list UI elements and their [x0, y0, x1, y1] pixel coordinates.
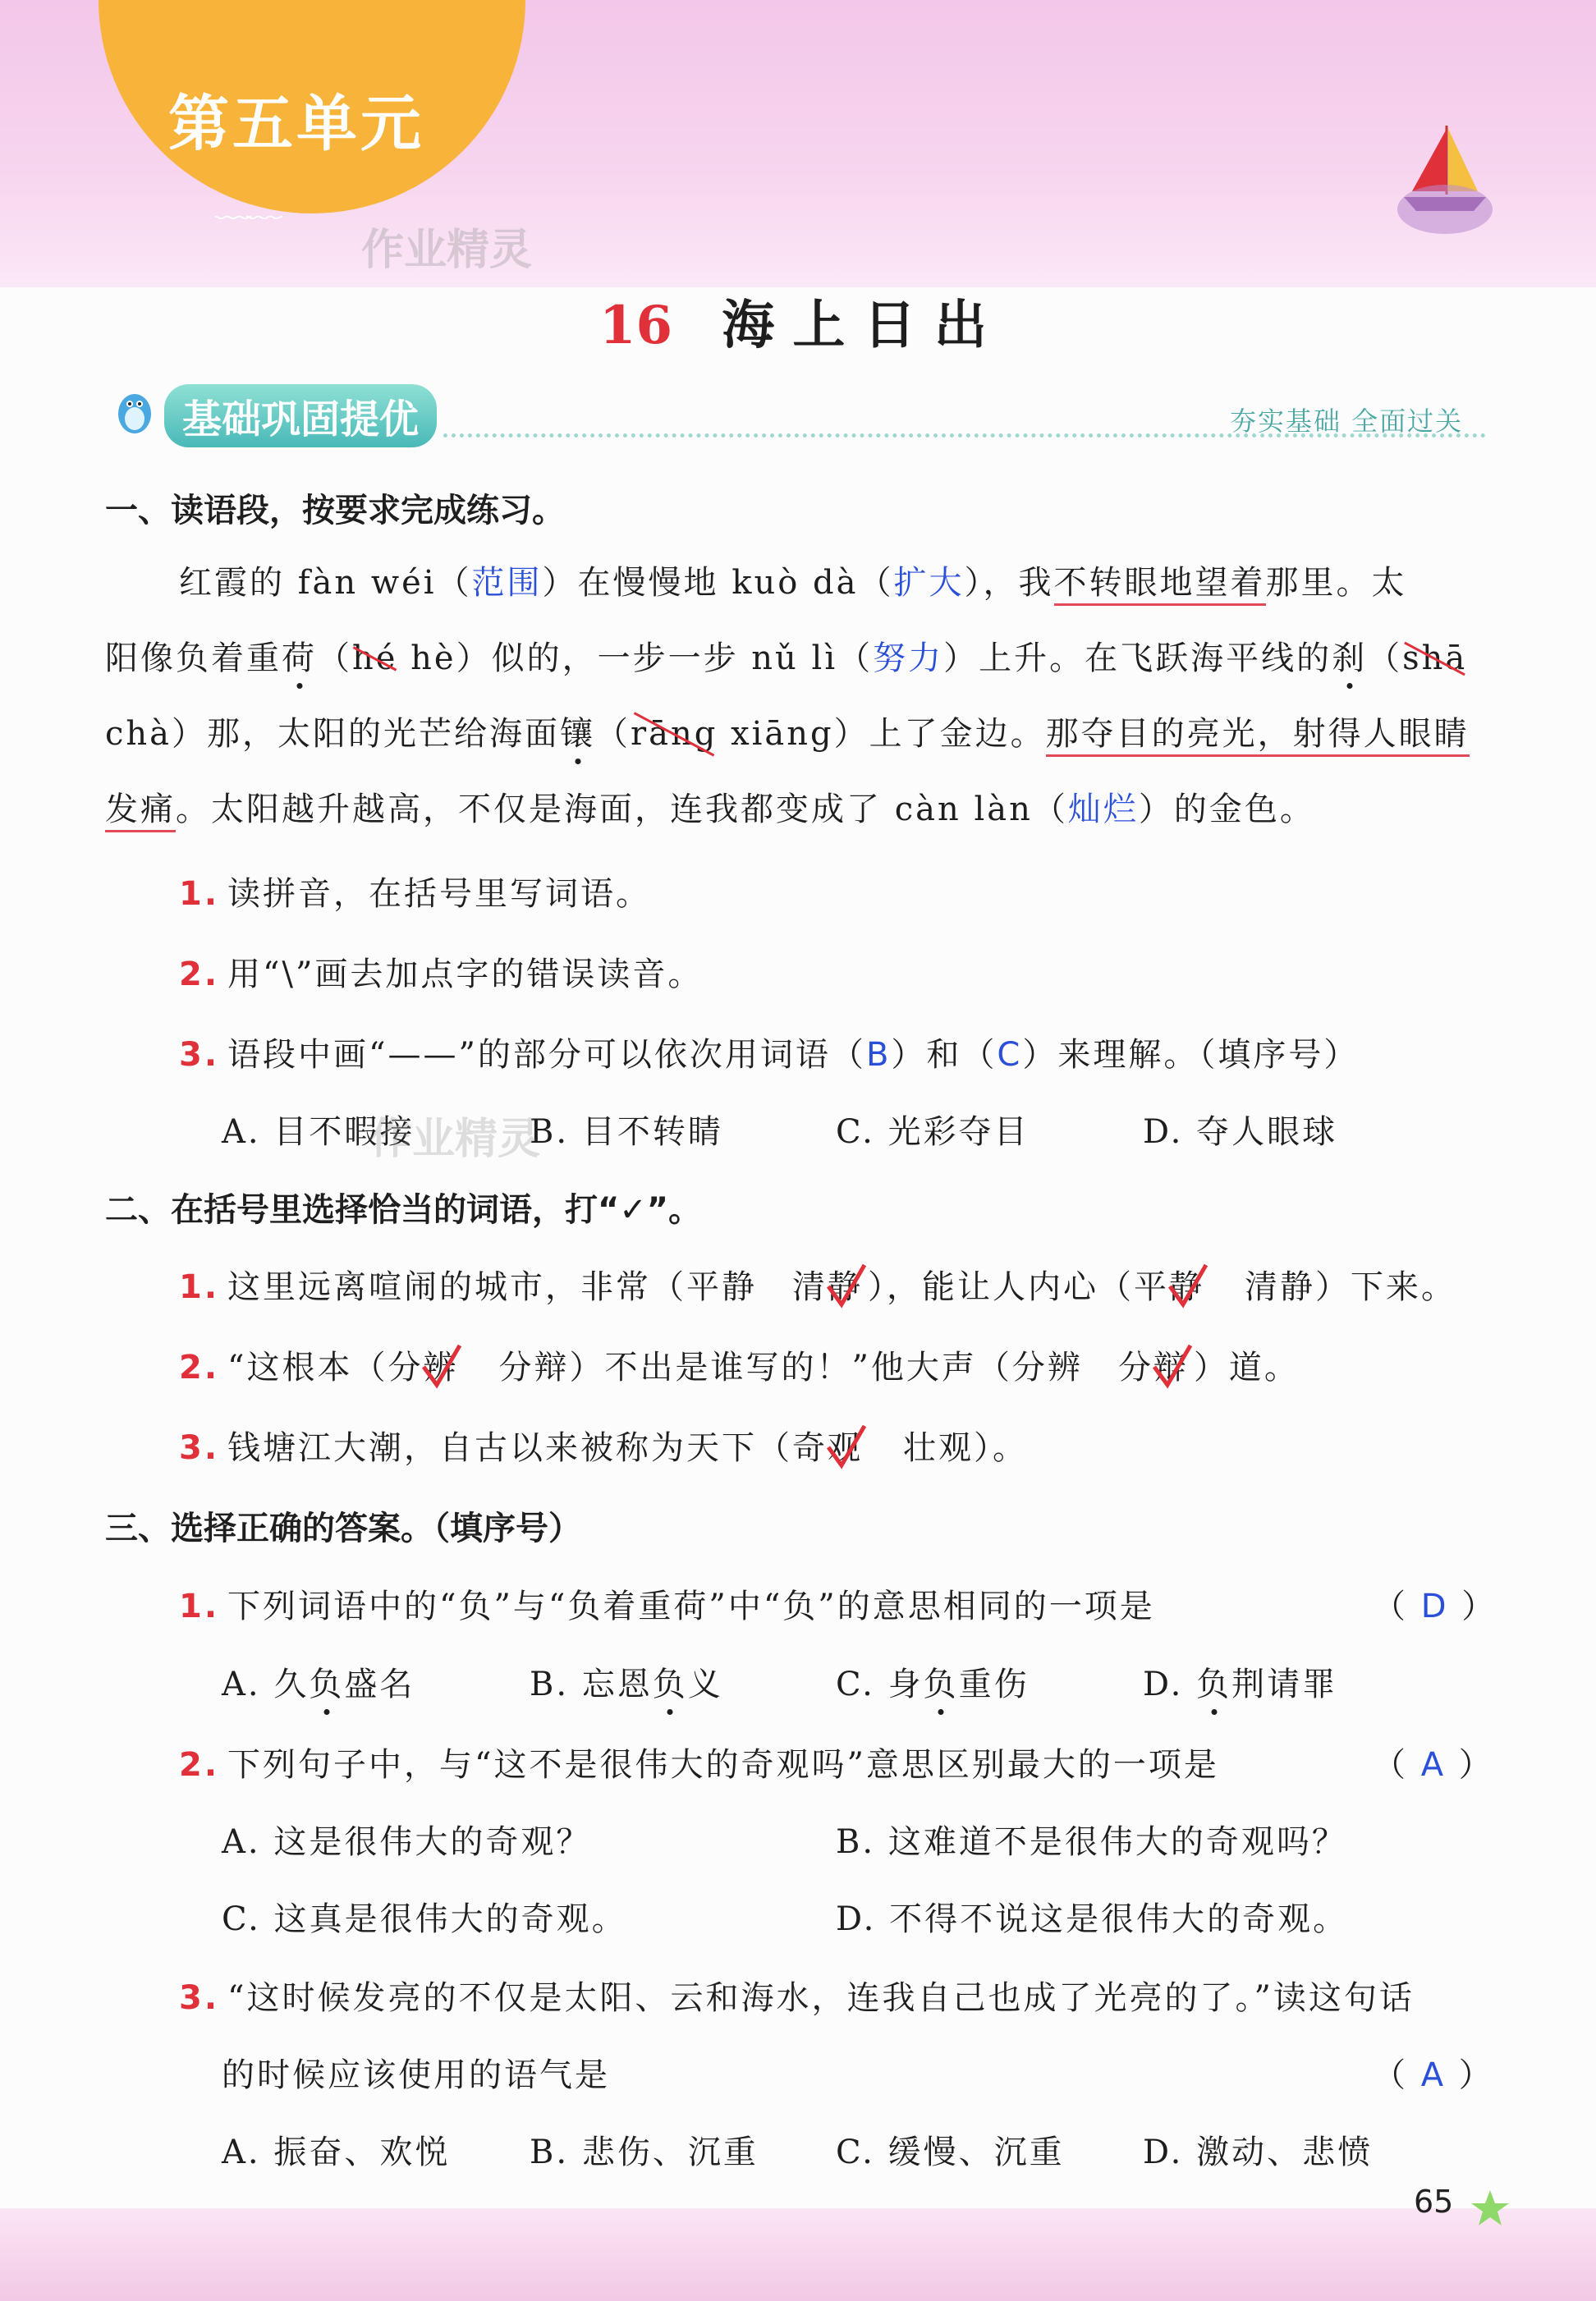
- q3-3-option-b: B. 悲伤、沉重: [530, 2134, 759, 2171]
- q1-item-2: 2. 用“\”画去加点字的错误读音。: [179, 956, 704, 993]
- q3-answer-2: （ A ）: [1373, 1746, 1494, 1784]
- q1-option-d: D. 夺人眼球: [1143, 1113, 1338, 1151]
- q3-1-option-d: D. 负荆请罪: [1143, 1666, 1338, 1703]
- checkmark-icon: [1151, 1342, 1194, 1390]
- checked-word: 分辨: [388, 1349, 459, 1387]
- q1-item-3: 3. 语段中画“——”的部分可以依次用词语（B）和（C）来理解。（填序号）: [179, 1036, 1360, 1074]
- lesson-name: 海 上 日 出: [722, 295, 987, 356]
- dotted-char: 刹: [1332, 639, 1368, 677]
- struck-pinyin: hé: [352, 639, 398, 677]
- checked-word: 分辩: [1117, 1349, 1189, 1387]
- q3-3-option-c: C. 缓慢、沉重: [836, 2134, 1065, 2171]
- checked-word: 奇观: [792, 1429, 864, 1467]
- passage-line-1: 红霞的 fàn wéi（范围）在慢慢地 kuò dà（扩大），我不转眼地望着那里。太: [179, 557, 1407, 603]
- star-icon: [1470, 2188, 1511, 2229]
- footer-band: [0, 2208, 1596, 2301]
- passage-line-3: chà）那，太阳的光芒给海面镶（rāng xiāng）上了金边。那夺目的亮光，射得人眼睛: [105, 708, 1470, 754]
- q3-item-3-cont: 的时候应该使用的语气是: [222, 2056, 610, 2094]
- q3-heading: 三、选择正确的答案。（填序号）: [105, 1510, 581, 1547]
- section-title: 基础巩固提优: [164, 384, 437, 447]
- answer-c: C: [997, 1036, 1023, 1074]
- q1-option-b: B. 目不转睛: [530, 1113, 723, 1151]
- checked-word: 清静: [792, 1268, 864, 1306]
- q3-item-1: 1. 下列词语中的“负”与“负着重荷”中“负”的意思相同的一项是: [179, 1588, 1155, 1625]
- q3-item-3: 3. “这时候发亮的不仅是太阳、云和海水，连我自己也成了光亮的了。”读这句话: [179, 1979, 1415, 2017]
- q3-2-option-a: A. 这是很伟大的奇观？: [222, 1823, 592, 1861]
- q3-2-option-d: D. 不得不说这是很伟大的奇观。: [836, 1900, 1349, 1938]
- answer-nuli: 努力: [873, 639, 944, 677]
- q1-option-a: A. 目不暇接: [222, 1113, 415, 1151]
- checkmark-icon: [1167, 1262, 1209, 1309]
- q1-item-1: 1. 读拼音，在括号里写词语。: [179, 875, 652, 913]
- q3-1-option-c: C. 身负重伤: [836, 1666, 1030, 1703]
- q3-1-option-a: A. 久负盛名: [222, 1666, 415, 1703]
- mascot-icon: [108, 379, 158, 437]
- q3-1-option-b: B. 忘恩负义: [530, 1666, 723, 1703]
- underlined-phrase: 发痛: [105, 791, 176, 832]
- lesson-title: [599, 283, 987, 359]
- section-subtitle: 夯实基础 全面过关: [1230, 406, 1464, 437]
- watermark: 作业精灵: [369, 1115, 541, 1164]
- underlined-phrase: 那夺目的亮光，射得人眼睛: [1046, 715, 1470, 757]
- q1-heading: 一、读语段，按要求完成练习。: [105, 492, 565, 529]
- q2-item-3: 3. 钱塘江大潮，自古以来被称为天下（奇观 壮观）。: [179, 1422, 1028, 1470]
- q2-item-1: 1. 这里远离喧闹的城市，非常（平静 清静 ），能让人内心（平静 清静）下来。: [179, 1261, 1456, 1309]
- unit-title: 第五单元: [168, 89, 424, 159]
- q3-2-option-c: C. 这真是很伟大的奇观。: [222, 1900, 627, 1938]
- q3-answer-1: （ D ）: [1373, 1588, 1497, 1625]
- answer-kuoda: 扩大: [893, 564, 965, 602]
- lesson-number: 16: [599, 295, 673, 356]
- q3-item-2: 2. 下列句子中，与“这不是很伟大的奇观吗”意思区别最大的一项是: [179, 1746, 1219, 1784]
- q3-answer-3: （ A ）: [1373, 2056, 1494, 2094]
- q3-3-option-d: D. 激动、悲愤: [1143, 2134, 1374, 2171]
- q3-3-option-a: A. 振奋、欢悦: [222, 2134, 451, 2171]
- page-number: 65: [1414, 2184, 1454, 2220]
- dotted-char: 荷: [282, 639, 317, 677]
- struck-pinyin: rāng: [631, 715, 718, 753]
- watermark: 作业精灵: [361, 226, 533, 275]
- passage-line-4: 发痛。太阳越升越高，不仅是海面，连我都变成了 càn làn（灿烂）的金色。: [105, 783, 1315, 830]
- checkmark-icon: [825, 1423, 868, 1470]
- q2-item-2: 2. “这根本（分辨 分辩）不出是谁写的！”他大声（分辨 分辩 ）道。: [179, 1341, 1300, 1390]
- answer-fanwei: 范围: [471, 564, 543, 602]
- answer-canlan: 灿烂: [1067, 791, 1139, 828]
- passage-line-2: 阳像负着重荷（hé hè）似的，一步一步 nǔ lì（努力）上升。在飞跃海平线的刹（shā: [105, 639, 1468, 677]
- checkmark-icon: [825, 1262, 868, 1309]
- dotted-char: 镶: [560, 715, 596, 753]
- underlined-phrase: 不转眼地望着: [1054, 564, 1266, 606]
- checkmark-icon: [420, 1342, 463, 1390]
- waves-icon: ﹏﹏: [215, 183, 277, 225]
- q3-2-option-b: B. 这难道不是很伟大的奇观吗？: [836, 1823, 1347, 1861]
- struck-pinyin: shā: [1402, 639, 1468, 677]
- sailboat-icon: [1396, 119, 1494, 234]
- q1-option-c: C. 光彩夺目: [836, 1113, 1030, 1151]
- checked-word: 平静: [1134, 1268, 1205, 1306]
- q2-heading: 二、在括号里选择恰当的词语，打“✓”。: [105, 1191, 702, 1229]
- answer-b: B: [865, 1036, 892, 1074]
